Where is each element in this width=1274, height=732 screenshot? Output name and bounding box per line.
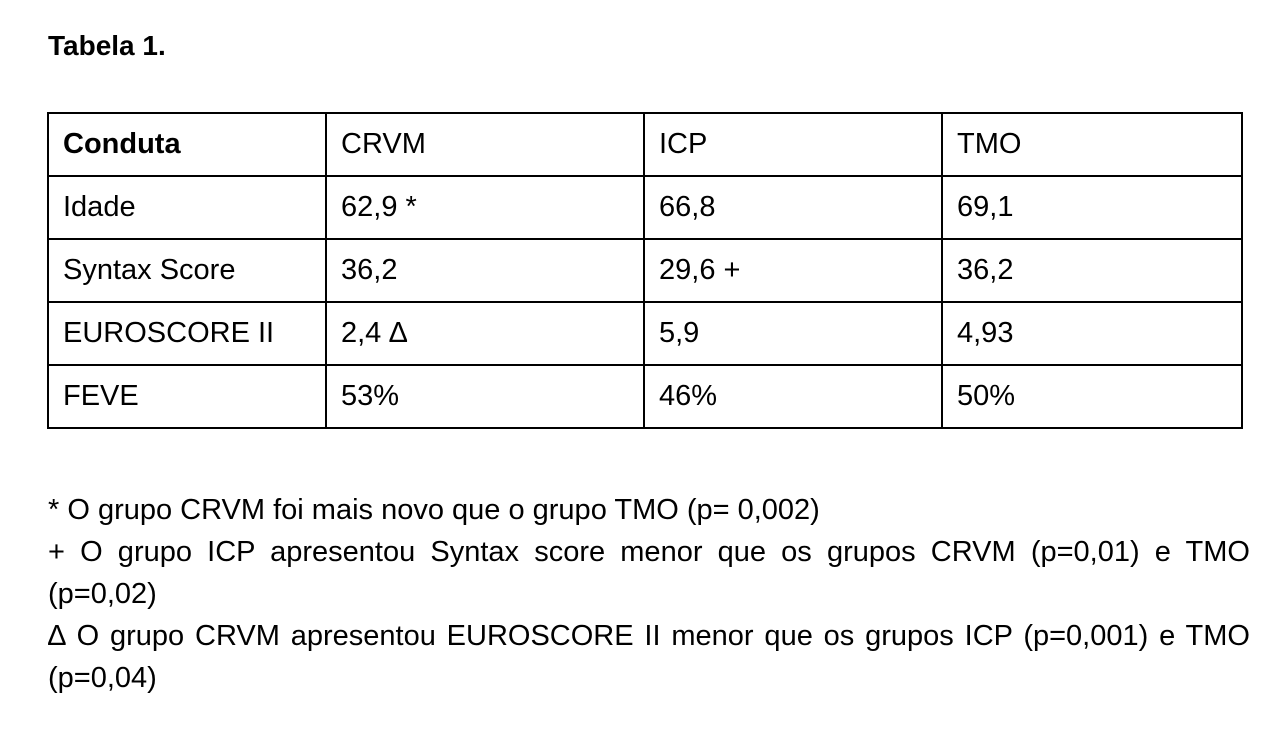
footnote-delta: ∆ O grupo CRVM apresentou EUROSCORE II menor que os grupos ICP (p=0,001) e TMO (p=0,04) bbox=[48, 620, 1250, 694]
footnote-plus: + O grupo ICP apresentou Syntax score menor que os grupos CRVM (p=0,01) e TMO (p=0,02) bbox=[48, 536, 1250, 610]
table-row-feve bbox=[48, 365, 1242, 428]
table-cell: 36,2 bbox=[326, 239, 644, 302]
results-table bbox=[47, 112, 1243, 429]
table-row-syntax-score bbox=[48, 239, 1242, 302]
table-title: Tabela 1. bbox=[48, 30, 166, 61]
table-cell: 66,8 bbox=[644, 176, 942, 239]
table-cell: 2,4 ∆ bbox=[326, 302, 644, 365]
table-cell: 36,2 bbox=[942, 239, 1242, 302]
table-cell: 69,1 bbox=[942, 176, 1242, 239]
table-footnotes bbox=[48, 489, 1250, 699]
row-label: Syntax Score bbox=[48, 239, 326, 302]
table-cell: 5,9 bbox=[644, 302, 942, 365]
footnote-asterisk: * O grupo CRVM foi mais novo que o grupo TMO (p= 0,002) bbox=[48, 494, 820, 526]
table-header-row bbox=[48, 113, 1242, 176]
table-cell: 50% bbox=[942, 365, 1242, 428]
header-cell-conduta: Conduta bbox=[48, 113, 326, 176]
row-label: Idade bbox=[48, 176, 326, 239]
header-cell-tmo: TMO bbox=[942, 113, 1242, 176]
table-cell: 29,6 + bbox=[644, 239, 942, 302]
header-cell-crvm: CRVM bbox=[326, 113, 644, 176]
table-row-euroscore bbox=[48, 302, 1242, 365]
table-cell: 62,9 * bbox=[326, 176, 644, 239]
table-row-idade bbox=[48, 176, 1242, 239]
row-label: EUROSCORE II bbox=[48, 302, 326, 365]
table-cell: 46% bbox=[644, 365, 942, 428]
table-cell: 53% bbox=[326, 365, 644, 428]
row-label: FEVE bbox=[48, 365, 326, 428]
header-cell-icp: ICP bbox=[644, 113, 942, 176]
table-cell: 4,93 bbox=[942, 302, 1242, 365]
